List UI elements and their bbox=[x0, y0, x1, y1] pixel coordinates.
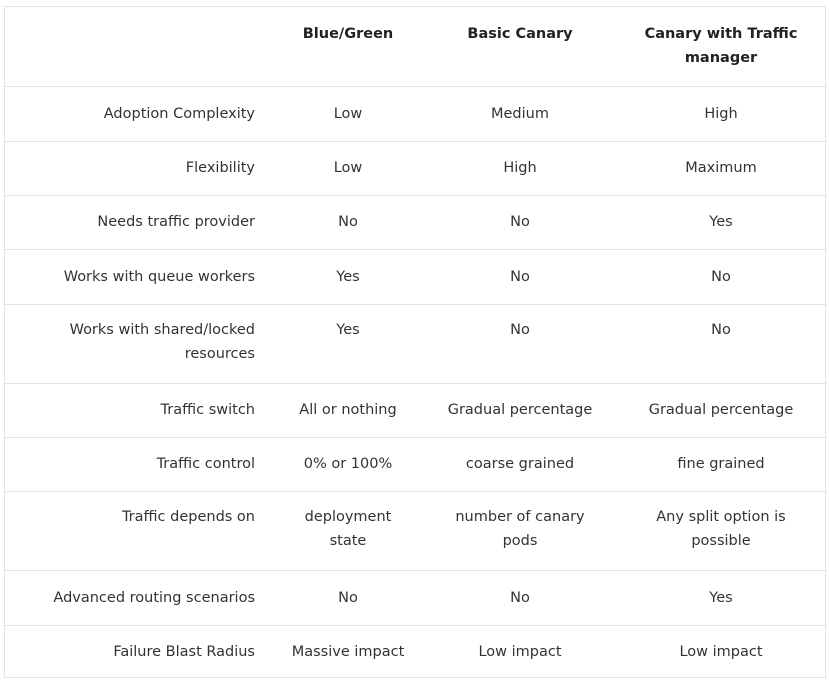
table-row bbox=[5, 304, 827, 383]
cell-basic-canary: No bbox=[425, 304, 615, 383]
row-label: Traffic depends on bbox=[5, 491, 271, 570]
table-row bbox=[5, 625, 827, 679]
row-label: Failure Blast Radius bbox=[5, 625, 271, 679]
header-canary-traffic-manager: Canary with Traffic manager bbox=[644, 26, 798, 66]
header-blue-green: Blue/Green bbox=[302, 26, 394, 42]
table-row bbox=[5, 383, 827, 437]
table-row bbox=[5, 86, 827, 141]
cell-blue-green: No bbox=[271, 570, 425, 625]
cell-basic-canary: No bbox=[425, 195, 615, 249]
cell-canary-traffic-manager: Yes bbox=[615, 570, 827, 625]
cell-canary-traffic-manager: Yes bbox=[615, 195, 827, 249]
cell-canary-traffic-manager: Low impact bbox=[615, 625, 827, 679]
cell-blue-green: deployment state bbox=[271, 491, 425, 570]
row-label: Works with queue workers bbox=[5, 249, 271, 304]
cell-canary-traffic-manager: No bbox=[615, 304, 827, 383]
row-label: Adoption Complexity bbox=[5, 86, 271, 141]
header-empty bbox=[5, 7, 271, 86]
cell-canary-traffic-manager: Maximum bbox=[615, 141, 827, 195]
table-row bbox=[5, 491, 827, 570]
cell-basic-canary: Gradual percentage bbox=[425, 383, 615, 437]
table-row bbox=[5, 570, 827, 625]
cell-basic-canary: No bbox=[425, 570, 615, 625]
cell-blue-green: Low bbox=[271, 141, 425, 195]
cell-blue-green: No bbox=[271, 195, 425, 249]
table-row bbox=[5, 437, 827, 491]
row-label: Traffic control bbox=[5, 437, 271, 491]
cell-basic-canary: High bbox=[425, 141, 615, 195]
table-row bbox=[5, 249, 827, 304]
cell-canary-traffic-manager: Any split option is possible bbox=[615, 491, 827, 570]
cell-blue-green: Yes bbox=[271, 249, 425, 304]
row-label: Works with shared/locked resources bbox=[5, 304, 271, 383]
cell-basic-canary: Medium bbox=[425, 86, 615, 141]
cell-canary-traffic-manager: No bbox=[615, 249, 827, 304]
header-basic-canary: Basic Canary bbox=[467, 26, 573, 42]
cell-canary-traffic-manager: High bbox=[615, 86, 827, 141]
row-label: Traffic switch bbox=[5, 383, 271, 437]
row-label: Advanced routing scenarios bbox=[5, 570, 271, 625]
cell-basic-canary: coarse grained bbox=[425, 437, 615, 491]
cell-blue-green: Massive impact bbox=[271, 625, 425, 679]
comparison-table-container bbox=[4, 6, 826, 678]
table-row bbox=[5, 141, 827, 195]
cell-basic-canary: Low impact bbox=[425, 625, 615, 679]
cell-basic-canary: No bbox=[425, 249, 615, 304]
cell-blue-green: All or nothing bbox=[271, 383, 425, 437]
deployment-strategy-comparison-table bbox=[5, 7, 827, 679]
row-label: Flexibility bbox=[5, 141, 271, 195]
header-row bbox=[5, 7, 827, 86]
cell-blue-green: Yes bbox=[271, 304, 425, 383]
cell-blue-green: 0% or 100% bbox=[271, 437, 425, 491]
cell-canary-traffic-manager: fine grained bbox=[615, 437, 827, 491]
row-label: Needs traffic provider bbox=[5, 195, 271, 249]
cell-canary-traffic-manager: Gradual percentage bbox=[615, 383, 827, 437]
table-row bbox=[5, 195, 827, 249]
cell-basic-canary: number of canary pods bbox=[425, 491, 615, 570]
cell-blue-green: Low bbox=[271, 86, 425, 141]
